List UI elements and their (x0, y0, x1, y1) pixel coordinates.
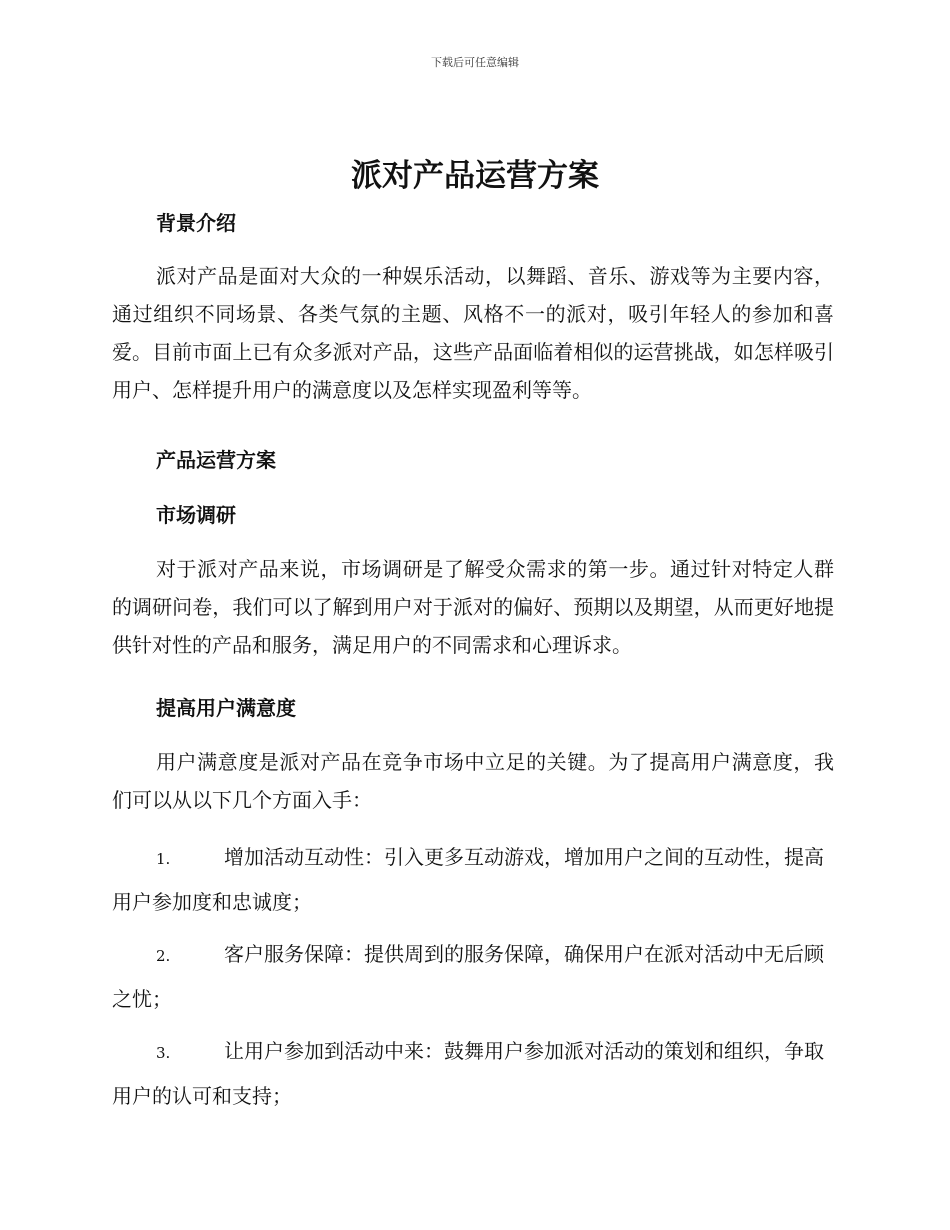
list-item-number: 1. (156, 850, 171, 868)
section-heading-satisfaction: 提高用户满意度 (156, 696, 296, 720)
list-item (112, 836, 834, 924)
list-item-text: 增加活动互动性：引入更多互动游戏，增加用户之间的互动性，提高用户参加度和忠诚度； (112, 845, 824, 914)
paragraph-satisfaction: 用户满意度是派对产品在竞争市场中立足的关键。为了提高用户满意度，我们可以从以下几个方面入手： (112, 750, 834, 812)
section-heading-background: 背景介绍 (156, 211, 236, 235)
list-item-text: 让用户参加到活动中来：鼓舞用户参加派对活动的策划和组织，争取用户的认可和支持； (112, 1039, 824, 1108)
list-item-text: 客户服务保障：提供周到的服务保障，确保用户在派对活动中无后顾之忧； (112, 942, 824, 1011)
list-item-number: 2. (156, 947, 171, 965)
document-title: 派对产品运营方案 (351, 158, 599, 194)
paragraph-market: 对于派对产品来说，市场调研是了解受众需求的第一步。通过针对特定人群的调研问卷，我们可以了解到用户对于派对的偏好、预期以及期望，从而更好地提供针对性的产品和服务，满足用户的不同需求和心理诉求。 (112, 557, 834, 657)
header-note: 下载后可任意编辑 (431, 56, 519, 69)
section-heading-plan: 产品运营方案 (156, 448, 276, 472)
paragraph-background: 派对产品是面对大众的一种娱乐活动，以舞蹈、音乐、游戏等为主要内容，通过组织不同场景、各类气氛的主题、风格不一的派对，吸引年轻人的参加和喜爱。目前市面上已有众多派对产品，这些产品面临着相似的运营挑战，如怎样吸引用户、怎样提升用户的满意度以及怎样实现盈利等等。 (112, 264, 834, 402)
section-heading-market: 市场调研 (156, 503, 236, 527)
list-item-number: 3. (156, 1044, 171, 1062)
list-item (112, 933, 834, 1021)
list-item (112, 1030, 834, 1118)
